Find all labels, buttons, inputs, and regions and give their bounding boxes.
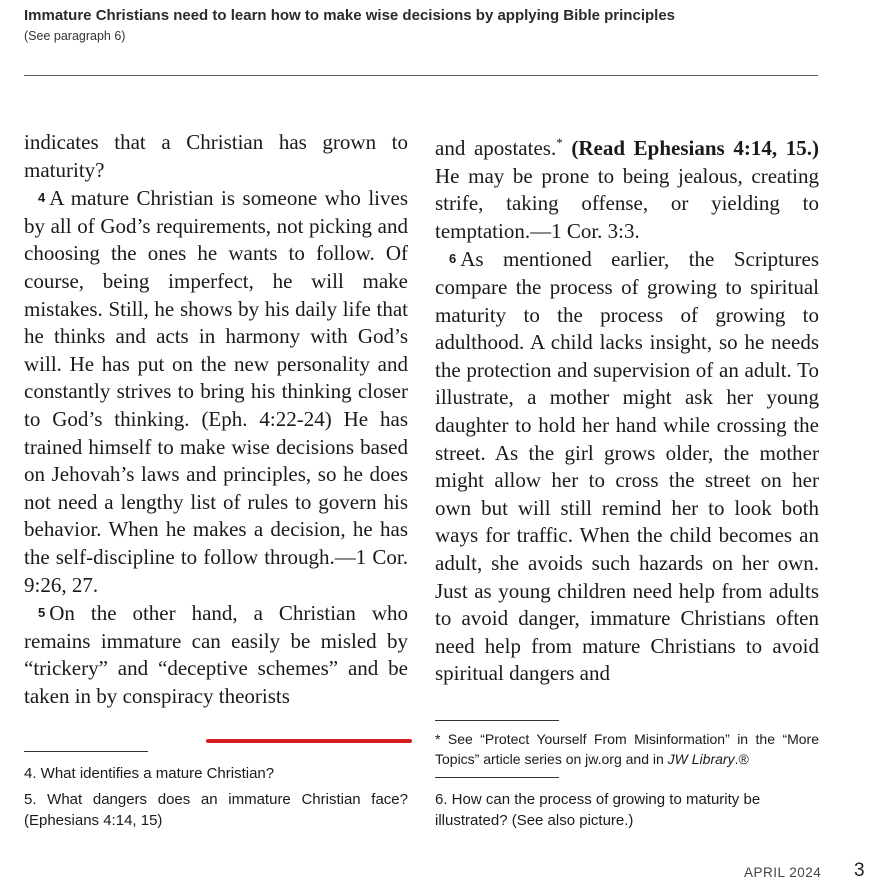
footnote-suffix: .® [734,751,749,767]
paragraph-number: 5 [38,605,46,621]
paragraph-6-text: As mentioned earlier, the Scriptures compare the process of growing to spiritual maturity to the process of growing to adulthood. A child lacks insight, so he needs the protection and supervision of an adult. To illustrate, a mother might ask her young daughter to hold her hand while crossing the street. As the girl grows older, the mother might allow her to cross the street on her own but will still remind her to look both ways for traffic. When the child becomes an adult, she avoids such hazards on her own. Just as young children need help from adults to avoid danger, immature Christians often need help from mature Christians to avoid spiritual dangers and [435,247,819,686]
paragraph-5 [24,599,408,710]
paragraph-number: 4 [38,190,46,206]
paragraph-4-text: A mature Christian is someone who lives by all of God’s requirements, not picking and choosing the ones he wants to follow. Of course, being imperfect, he will make mistakes. Still, he shows by his daily life that he thinks and acts in harmony with God’s will. He has put on the new personality and constantly strives to bring his thinking closer to God’s thinking. (Eph. 4:22-24) He has trained himself to make wise decisions based on Jehovah’s laws and principles, so he does not need a lengthy list of rules to govern his behavior. When he makes a decision, he has the self-discipline to follow through.—1 Cor. 9:26, 27. [24,186,408,597]
caption-divider [24,75,818,76]
red-underline-highlight [206,739,412,743]
left-column [24,129,408,710]
scripture-reference[interactable]: (Read Ephesians 4:14, 15.) [571,136,819,160]
right-column [435,129,819,688]
questions-divider-left [24,751,148,752]
paragraph-6 [435,245,819,688]
footnote-marker[interactable]: * [556,135,563,150]
study-question-4: 4. What identifies a mature Christian? [24,765,275,782]
paragraph-5-continued [435,129,819,245]
paragraph-number: 6 [449,251,457,267]
issue-date: APRIL 2024 [744,865,822,880]
caption-title: Immature Christians need to learn how to make wise decisions by applying Bible principles [24,7,675,24]
footnote [435,729,819,769]
paragraph-5-text: On the other hand, a Christian who remains immature can easily be misled by “trickery” and “deceptive schemes” and be taken in by [24,601,408,708]
footnote-app-name: JW Library [667,751,735,767]
caption-reference: (See paragraph 6) [24,29,126,43]
figure-caption [24,6,824,45]
footnote-divider [435,720,559,721]
footnote-text: * See “Protect Yourself From Misinformation” in the “More Topics” article series on jw.org and in [435,731,819,767]
study-question-5: 5. What dangers does an immature Christian face? (Ephesians 4:14, 15) [24,791,408,829]
highlighted-phrase: conspiracy theorists [122,683,290,708]
study-question-6: 6. How can the process of growing to maturity be illustrated? (See also picture.) [435,791,761,829]
continued-text: and apostates. [435,136,557,160]
page-number: 3 [854,860,865,881]
questions-divider-right [435,777,559,778]
question-carryover: indicates that a Christian has grown to maturity? [24,130,408,182]
paragraph-4 [24,184,408,599]
continued-text-b: He may be prone to being jealous, creating strife, taking offense, or yielding to temptation.—1 Cor. 3:3. [435,163,819,243]
